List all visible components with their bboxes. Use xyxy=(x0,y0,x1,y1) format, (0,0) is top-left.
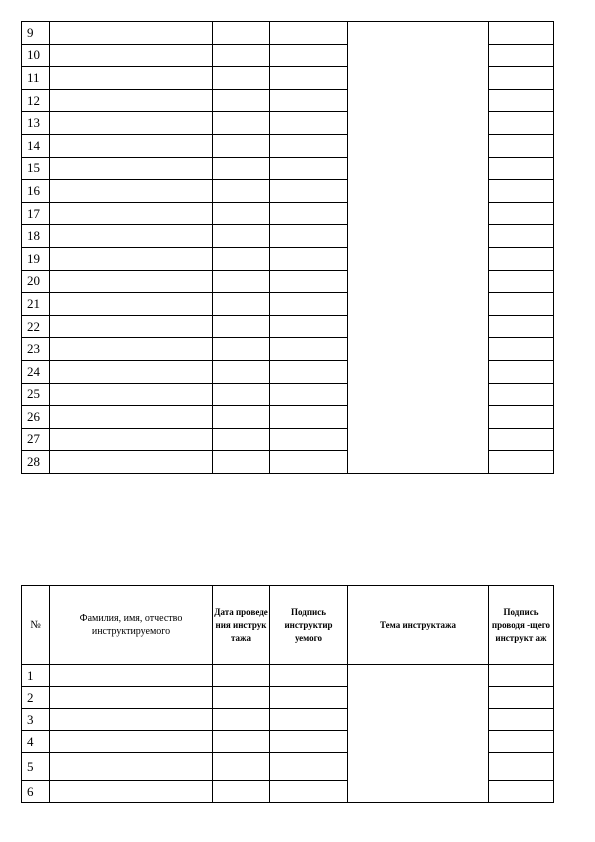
table-row xyxy=(22,22,554,45)
row-number: 25 xyxy=(22,383,50,406)
full-name-cell[interactable] xyxy=(50,293,213,316)
trainee-signature-cell[interactable] xyxy=(270,428,348,451)
row-number: 10 xyxy=(22,44,50,67)
trainee-signature-cell[interactable] xyxy=(270,112,348,135)
full-name-cell[interactable] xyxy=(50,709,213,731)
instructor-signature-cell[interactable] xyxy=(489,247,554,270)
trainee-signature-cell[interactable] xyxy=(270,157,348,180)
trainee-signature-cell[interactable] xyxy=(270,665,348,687)
full-name-cell[interactable] xyxy=(50,451,213,474)
instructor-signature-cell[interactable] xyxy=(489,406,554,429)
row-number: 20 xyxy=(22,270,50,293)
trainee-signature-cell[interactable] xyxy=(270,451,348,474)
full-name-cell[interactable] xyxy=(50,134,213,157)
header-date: Дата проведе ния инструк тажа xyxy=(213,586,270,665)
header-instructor-signature: Подпись проводя -щего инструкт аж xyxy=(489,586,554,665)
trainee-signature-cell[interactable] xyxy=(270,383,348,406)
instructor-signature-cell[interactable] xyxy=(489,293,554,316)
instructor-signature-cell[interactable] xyxy=(489,709,554,731)
date-cell[interactable] xyxy=(213,709,270,731)
row-number: 13 xyxy=(22,112,50,135)
trainee-signature-cell[interactable] xyxy=(270,687,348,709)
row-number: 11 xyxy=(22,67,50,90)
full-name-cell[interactable] xyxy=(50,731,213,753)
date-cell[interactable] xyxy=(213,112,270,135)
date-cell[interactable] xyxy=(213,67,270,90)
instructor-signature-cell[interactable] xyxy=(489,451,554,474)
date-cell[interactable] xyxy=(213,687,270,709)
row-number: 27 xyxy=(22,428,50,451)
row-number: 24 xyxy=(22,360,50,383)
instructor-signature-cell[interactable] xyxy=(489,202,554,225)
instructor-signature-cell[interactable] xyxy=(489,134,554,157)
row-number: 16 xyxy=(22,180,50,203)
date-cell[interactable] xyxy=(213,225,270,248)
full-name-cell[interactable] xyxy=(50,270,213,293)
trainee-signature-cell[interactable] xyxy=(270,338,348,361)
full-name-cell[interactable] xyxy=(50,202,213,225)
row-number: 21 xyxy=(22,293,50,316)
full-name-cell[interactable] xyxy=(50,247,213,270)
date-cell[interactable] xyxy=(213,44,270,67)
instructor-signature-cell[interactable] xyxy=(489,157,554,180)
row-number: 4 xyxy=(22,731,50,753)
date-cell[interactable] xyxy=(213,753,270,781)
full-name-cell[interactable] xyxy=(50,360,213,383)
full-name-cell[interactable] xyxy=(50,180,213,203)
date-cell[interactable] xyxy=(213,202,270,225)
trainee-signature-cell[interactable] xyxy=(270,180,348,203)
trainee-signature-cell[interactable] xyxy=(270,44,348,67)
trainee-signature-cell[interactable] xyxy=(270,22,348,45)
header-row xyxy=(22,586,554,665)
date-cell[interactable] xyxy=(213,451,270,474)
briefing-log-table-continued xyxy=(21,21,554,474)
full-name-cell[interactable] xyxy=(50,383,213,406)
instructor-signature-cell[interactable] xyxy=(489,270,554,293)
trainee-signature-cell[interactable] xyxy=(270,270,348,293)
row-number: 23 xyxy=(22,338,50,361)
row-number: 5 xyxy=(22,753,50,781)
trainee-signature-cell[interactable] xyxy=(270,202,348,225)
topic-cell[interactable] xyxy=(348,665,489,803)
full-name-cell[interactable] xyxy=(50,338,213,361)
date-cell[interactable] xyxy=(213,406,270,429)
date-cell[interactable] xyxy=(213,180,270,203)
full-name-cell[interactable] xyxy=(50,406,213,429)
trainee-signature-cell[interactable] xyxy=(270,67,348,90)
date-cell[interactable] xyxy=(213,22,270,45)
instructor-signature-cell[interactable] xyxy=(489,315,554,338)
header-topic: Тема инструктажа xyxy=(348,586,489,665)
row-number: 3 xyxy=(22,709,50,731)
date-cell[interactable] xyxy=(213,315,270,338)
trainee-signature-cell[interactable] xyxy=(270,360,348,383)
instructor-signature-cell[interactable] xyxy=(489,225,554,248)
full-name-cell[interactable] xyxy=(50,781,213,803)
instructor-signature-cell[interactable] xyxy=(489,687,554,709)
instructor-signature-cell[interactable] xyxy=(489,428,554,451)
header-full-name: Фамилия, имя, отчество инструктируемого xyxy=(50,586,213,665)
full-name-cell[interactable] xyxy=(50,67,213,90)
table-row xyxy=(22,665,554,687)
row-number: 26 xyxy=(22,406,50,429)
instructor-signature-cell[interactable] xyxy=(489,44,554,67)
instructor-signature-cell[interactable] xyxy=(489,383,554,406)
row-number: 2 xyxy=(22,687,50,709)
header-trainee-signature: Подпись инструктир уемого xyxy=(270,586,348,665)
full-name-cell[interactable] xyxy=(50,315,213,338)
date-cell[interactable] xyxy=(213,270,270,293)
full-name-cell[interactable] xyxy=(50,753,213,781)
row-number: 22 xyxy=(22,315,50,338)
full-name-cell[interactable] xyxy=(50,687,213,709)
row-number: 12 xyxy=(22,89,50,112)
date-cell[interactable] xyxy=(213,383,270,406)
row-number: 14 xyxy=(22,134,50,157)
trainee-signature-cell[interactable] xyxy=(270,781,348,803)
date-cell[interactable] xyxy=(213,89,270,112)
row-number: 18 xyxy=(22,225,50,248)
full-name-cell[interactable] xyxy=(50,22,213,45)
trainee-signature-cell[interactable] xyxy=(270,293,348,316)
trainee-signature-cell[interactable] xyxy=(270,89,348,112)
full-name-cell[interactable] xyxy=(50,665,213,687)
date-cell[interactable] xyxy=(213,247,270,270)
row-number: 1 xyxy=(22,665,50,687)
instructor-signature-cell[interactable] xyxy=(489,89,554,112)
instructor-signature-cell[interactable] xyxy=(489,338,554,361)
trainee-signature-cell[interactable] xyxy=(270,406,348,429)
full-name-cell[interactable] xyxy=(50,428,213,451)
date-cell[interactable] xyxy=(213,360,270,383)
full-name-cell[interactable] xyxy=(50,225,213,248)
full-name-cell[interactable] xyxy=(50,157,213,180)
instructor-signature-cell[interactable] xyxy=(489,665,554,687)
row-number: 28 xyxy=(22,451,50,474)
row-number: 19 xyxy=(22,247,50,270)
trainee-signature-cell[interactable] xyxy=(270,709,348,731)
date-cell[interactable] xyxy=(213,428,270,451)
instructor-signature-cell[interactable] xyxy=(489,180,554,203)
row-number: 9 xyxy=(22,22,50,45)
instructor-signature-cell[interactable] xyxy=(489,731,554,753)
trainee-signature-cell[interactable] xyxy=(270,753,348,781)
full-name-cell[interactable] xyxy=(50,89,213,112)
full-name-cell[interactable] xyxy=(50,44,213,67)
briefing-log-table xyxy=(21,585,554,803)
trainee-signature-cell[interactable] xyxy=(270,247,348,270)
full-name-cell[interactable] xyxy=(50,112,213,135)
instructor-signature-cell[interactable] xyxy=(489,753,554,781)
instructor-signature-cell[interactable] xyxy=(489,781,554,803)
table-body xyxy=(22,22,554,474)
row-number: 17 xyxy=(22,202,50,225)
instructor-signature-cell[interactable] xyxy=(489,67,554,90)
trainee-signature-cell[interactable] xyxy=(270,134,348,157)
instructor-signature-cell[interactable] xyxy=(489,22,554,45)
date-cell[interactable] xyxy=(213,338,270,361)
date-cell[interactable] xyxy=(213,293,270,316)
instructor-signature-cell[interactable] xyxy=(489,360,554,383)
trainee-signature-cell[interactable] xyxy=(270,225,348,248)
instructor-signature-cell[interactable] xyxy=(489,112,554,135)
trainee-signature-cell[interactable] xyxy=(270,315,348,338)
topic-cell[interactable] xyxy=(348,22,489,474)
row-number: 6 xyxy=(22,781,50,803)
row-number: 15 xyxy=(22,157,50,180)
trainee-signature-cell[interactable] xyxy=(270,731,348,753)
header-number: № xyxy=(22,586,50,665)
date-cell[interactable] xyxy=(213,157,270,180)
date-cell[interactable] xyxy=(213,665,270,687)
date-cell[interactable] xyxy=(213,731,270,753)
date-cell[interactable] xyxy=(213,134,270,157)
date-cell[interactable] xyxy=(213,781,270,803)
table-body xyxy=(22,665,554,803)
